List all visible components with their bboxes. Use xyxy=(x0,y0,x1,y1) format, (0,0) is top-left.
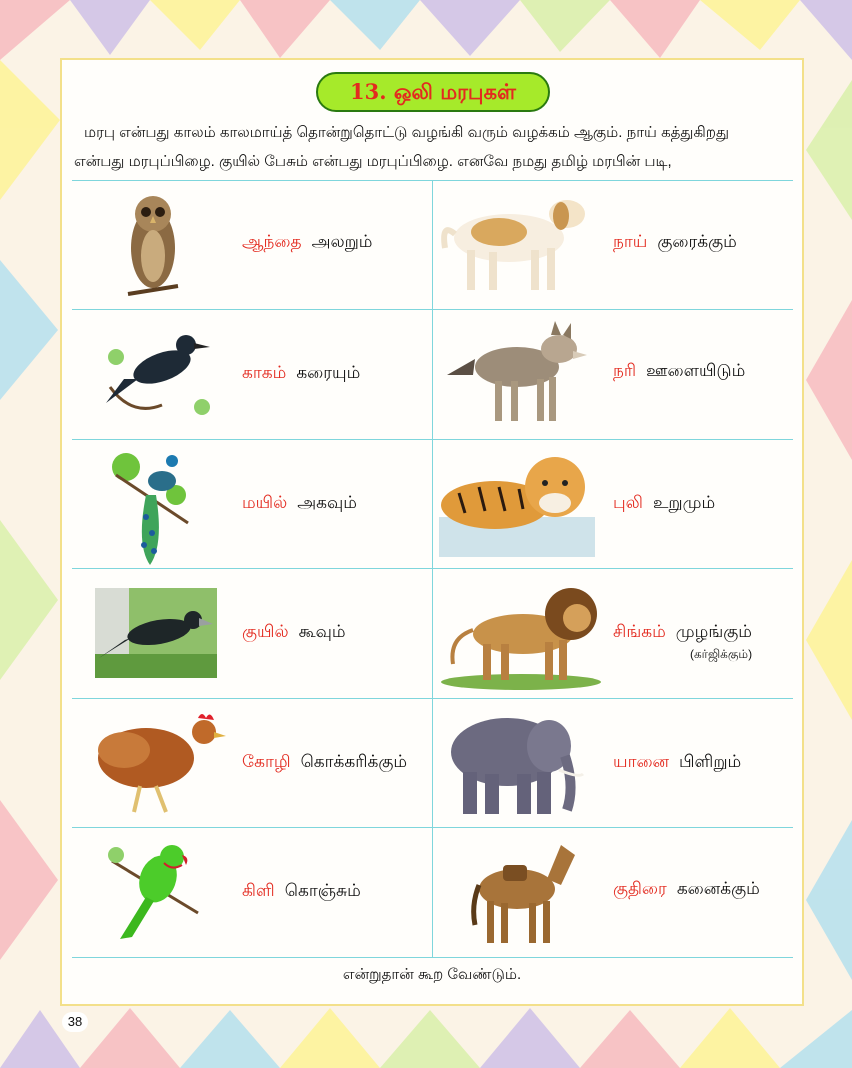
dog-icon xyxy=(439,188,597,298)
label-tiger xyxy=(613,493,715,515)
intro-paragraph xyxy=(74,118,792,176)
cell-crow xyxy=(72,309,432,438)
animal-name: சிங்கம் xyxy=(613,622,666,641)
animal-sound: கனைக்கும் xyxy=(676,879,760,898)
animal-sound: பிளிறும் xyxy=(679,752,742,771)
animal-sound: கொக்கரிக்கும் xyxy=(300,752,408,771)
elephant-icon xyxy=(441,706,591,820)
animal-name: புலி xyxy=(613,493,643,512)
cell-owl xyxy=(72,180,432,309)
label-elephant xyxy=(613,752,741,774)
animal-name: காகம் xyxy=(242,363,287,382)
label-peacock xyxy=(242,493,357,515)
animal-name: ஆந்தை xyxy=(242,232,302,251)
page-title: 13. ஒலி மரபுகள் xyxy=(316,72,550,112)
label-dog xyxy=(613,232,737,254)
lion-alt-sound: (கர்ஜிக்கும்) xyxy=(690,647,753,661)
animal-sound: அலறும் xyxy=(311,232,373,251)
content-page xyxy=(60,58,804,1006)
animal-name: நரி xyxy=(613,361,637,380)
animal-name: யானை xyxy=(613,752,670,771)
label-koel xyxy=(242,622,346,644)
animal-sound: கொஞ்சும் xyxy=(284,881,361,900)
cell-dog xyxy=(433,180,793,309)
tiger-icon xyxy=(439,447,595,557)
label-owl xyxy=(242,232,372,254)
label-fox xyxy=(613,361,745,383)
cell-peacock xyxy=(72,439,432,568)
cell-hen xyxy=(72,698,432,827)
animal-name: மயில் xyxy=(242,493,288,512)
label-horse xyxy=(613,879,760,901)
animal-name: கிளி xyxy=(242,881,275,900)
peacock-icon xyxy=(106,445,196,567)
intro-line-1: மரபு என்பது காலம் காலமாய்த் தொன்றுதொட்டு வழங்கி வரும் வழக்கம் ஆகும். நாய் கத்துகிறது xyxy=(84,124,729,141)
animal-sound-table xyxy=(72,180,793,958)
horse-icon xyxy=(467,835,579,949)
cell-koel xyxy=(72,568,432,697)
koel-icon xyxy=(95,588,217,678)
page-number: 38 xyxy=(62,1012,88,1032)
intro-line-2: என்பது மரபுப்பிழை. குயில் பேசும் என்பது மரபுப்பிழை. எனவே நமது தமிழ் மரபின் படி, xyxy=(74,153,672,170)
lion-icon xyxy=(439,578,603,690)
animal-sound: அகவும் xyxy=(297,493,357,512)
animal-sound: முழங்கும் xyxy=(675,622,752,641)
parrot-icon xyxy=(102,841,202,941)
animal-name: குதிரை xyxy=(613,879,667,898)
label-lion xyxy=(613,622,752,644)
label-hen xyxy=(242,752,407,774)
cell-parrot xyxy=(72,827,432,956)
label-parrot xyxy=(242,881,361,903)
cell-lion xyxy=(433,568,793,697)
cell-fox xyxy=(433,309,793,438)
cell-elephant xyxy=(433,698,793,827)
animal-name: நாய் xyxy=(613,232,648,251)
animal-sound: கூவும் xyxy=(298,622,346,641)
animal-sound: குரைக்கும் xyxy=(657,232,737,251)
closing-sentence: என்றுதான் கூற வேண்டும். xyxy=(342,966,522,983)
animal-name: குயில் xyxy=(242,622,289,641)
cell-tiger xyxy=(433,439,793,568)
animal-sound: ஊளையிடும் xyxy=(646,361,746,380)
animal-sound: கரையும் xyxy=(296,363,361,382)
animal-name: கோழி xyxy=(242,752,291,771)
animal-sound: உறுமும் xyxy=(652,493,716,512)
hen-icon xyxy=(84,708,226,816)
cell-horse xyxy=(433,827,793,956)
crow-icon xyxy=(102,327,212,422)
label-crow xyxy=(242,363,360,385)
owl-icon xyxy=(118,186,188,301)
fox-icon xyxy=(447,319,589,429)
